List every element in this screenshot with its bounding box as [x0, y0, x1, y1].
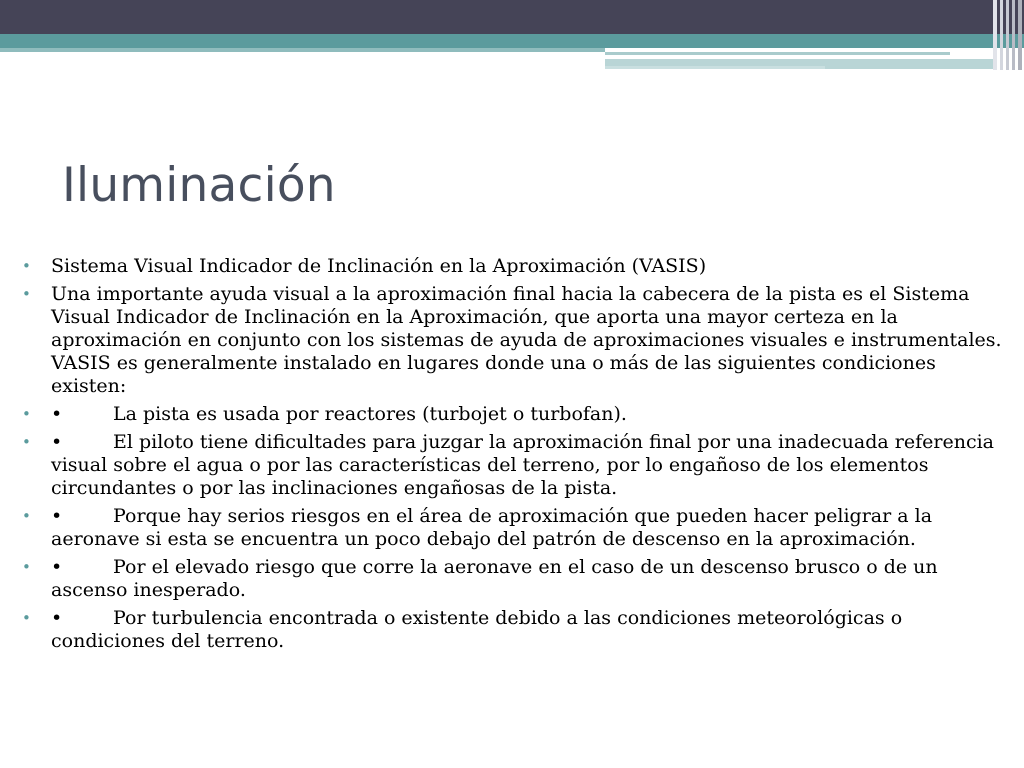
list-item-text: Una importante ayuda visual a la aproximación final hacia la cabecera de la pista es el Sistema Visual Indicador de Inclinación en la Aproximación, que aporta una mayor certeza en la aproximación en conjunto con los sistemas de ayuda de aproximaciones visuales e instrumentales. VASIS es generalmente instalado en lugares donde una o más de las siguientes condiciones existen: — [51, 283, 1002, 397]
header-stripe — [605, 66, 825, 69]
bullet-dot-icon: • — [22, 507, 31, 525]
header-rail — [1006, 0, 1009, 70]
inner-bullet-marker: • — [51, 431, 63, 453]
header-rail — [1018, 0, 1022, 70]
bullet-dot-icon: • — [22, 433, 31, 451]
bullet-dot-icon: • — [22, 405, 31, 423]
inner-bullet-marker: • — [51, 607, 63, 629]
header-rail — [1000, 0, 1003, 70]
bullet-dot-icon: • — [22, 558, 31, 576]
list-item-text: El piloto tiene dificultades para juzgar la aproximación final por una inadecuada referencia visual sobre el agua o por las características del terreno, por lo engañoso de los elementos circundantes o por las inclinaciones engañosas de la pista. — [51, 431, 994, 499]
list-item — [22, 505, 1016, 551]
slide-title: Iluminación — [62, 158, 336, 213]
list-item-text: Sistema Visual Indicador de Inclinación en la Aproximación (VASIS) — [51, 255, 707, 277]
list-item — [22, 283, 1016, 398]
list-item-text: Por turbulencia encontrada o existente debido a las condiciones meteorológicas o condiciones del terreno. — [51, 607, 903, 652]
list-item-text: Por el elevado riesgo que corre la aeronave en el caso de un descenso brusco o de un ascenso inesperado. — [51, 556, 938, 601]
header-stripe — [605, 52, 950, 55]
inner-bullet-marker: • — [51, 556, 63, 578]
header-band-teal — [0, 34, 1024, 48]
header-rail — [993, 0, 997, 70]
bullet-list — [22, 255, 1016, 658]
list-item — [22, 607, 1016, 653]
header-band-dark — [0, 0, 1024, 34]
header-rail — [1012, 0, 1015, 70]
inner-bullet-marker: • — [51, 505, 63, 527]
list-item-text: La pista es usada por reactores (turbojet o turbofan). — [113, 403, 627, 425]
bullet-dot-icon: • — [22, 609, 31, 627]
header-stripe — [0, 48, 605, 52]
list-item — [22, 403, 1016, 426]
list-item-text: Porque hay serios riesgos en el área de aproximación que pueden hacer peligrar a la aeronave si esta se encuentra un poco debajo del patrón de descenso en la aproximación. — [51, 505, 933, 550]
bullet-dot-icon: • — [22, 257, 31, 275]
list-item — [22, 431, 1016, 500]
list-item — [22, 556, 1016, 602]
inner-bullet-marker: • — [51, 403, 63, 425]
list-item — [22, 255, 1016, 278]
bullet-dot-icon: • — [22, 285, 31, 303]
